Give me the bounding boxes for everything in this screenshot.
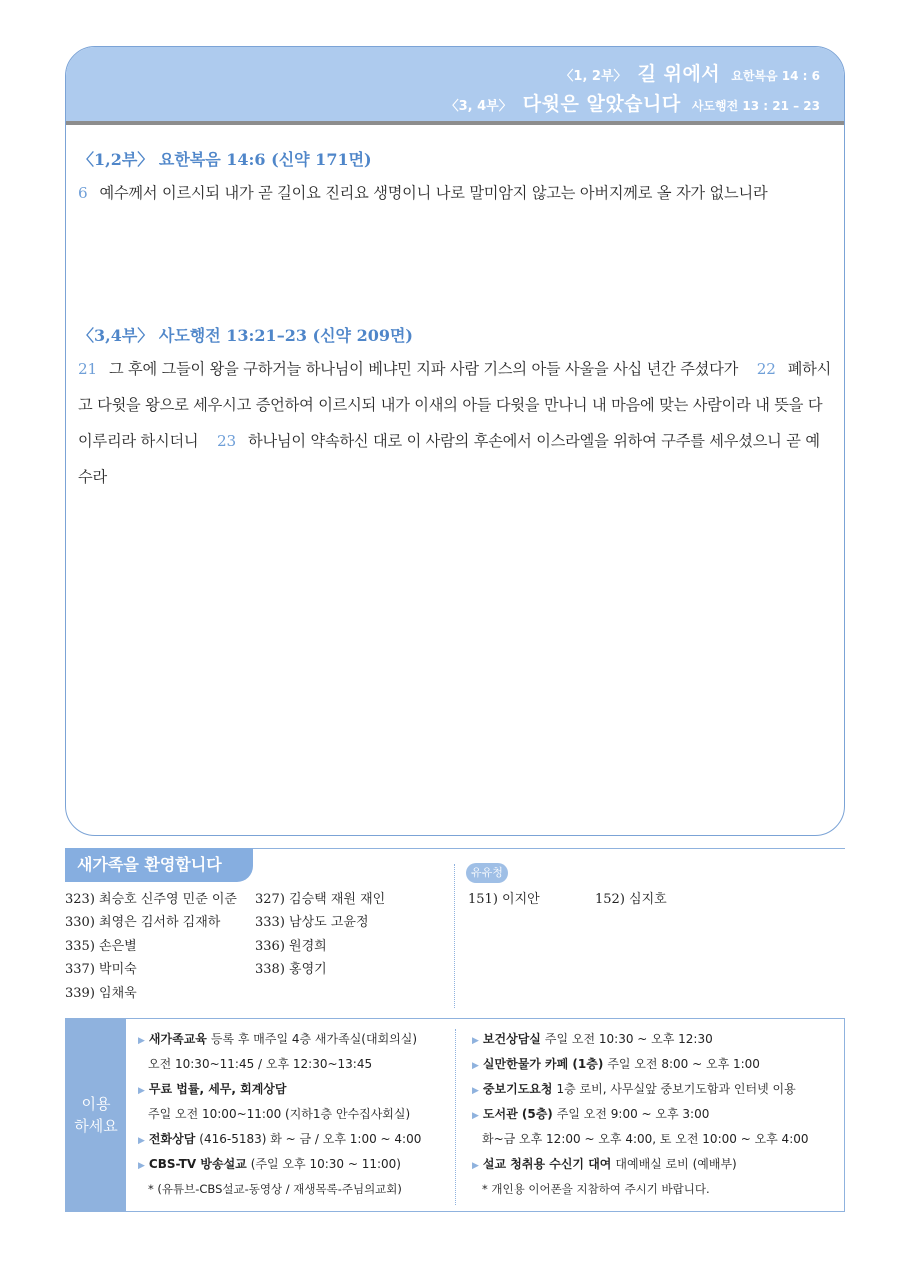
list-item <box>65 958 445 981</box>
list-item <box>65 888 445 911</box>
member-entry: 330) 최영은 김서하 김재하 <box>65 915 221 931</box>
member-entry: 152) 심지호 <box>595 892 667 907</box>
info-detail: 화~금 오후 12:00 ~ 오후 4:00, 토 오전 10:00 ~ 오후 4:00 <box>482 1132 809 1146</box>
verse-number: 21 <box>78 360 97 378</box>
member-entry: 337) 박미숙 <box>65 962 137 978</box>
info-title: 무료 법률, 세무, 회계상담 <box>148 1082 287 1096</box>
triangle-bullet-icon: ▶ <box>138 1161 145 1171</box>
info-column-left <box>138 1027 468 1202</box>
youth-badge: 유유청 <box>466 863 508 883</box>
info-item <box>138 1027 468 1052</box>
info-title: 보건상담실 <box>482 1032 541 1046</box>
info-desc: 주일 오전 8:00 ~ 오후 1:00 <box>607 1057 760 1071</box>
scripture-passage <box>78 147 834 211</box>
verse-number: 22 <box>756 360 776 378</box>
welcome-title: 새가족을 환영합니다 <box>65 848 253 882</box>
verse-text: 그 후에 그들이 왕을 구하거늘 하나님이 베냐민 지파 사람 기스의 아들 사울을 사십 년간 주셨다가 <box>108 360 739 378</box>
info-title: 중보기도요청 <box>482 1082 553 1096</box>
info-title: 설교 청취용 수신기 대여 <box>482 1157 612 1171</box>
verse-text: 예수께서 이르시되 내가 곧 길이요 진리요 생명이니 나로 말미암지 않고는 아버지께로 올 자가 없느니라 <box>99 184 768 202</box>
scripture-reference: 요한복음 14 : 6 <box>731 69 820 83</box>
member-entry: 339) 임채욱 <box>65 985 137 1001</box>
verse-text: 폐하시고 다윗을 왕으로 세우시고 증언하여 이르시되 내가 이새의 아들 다윗을 만나니 내 마음에 맞는 사람이라 내 뜻을 다 이루리라 하시더니 <box>78 360 832 450</box>
info-label-line: 이용 <box>81 1095 111 1113</box>
info-desc: 대예배실 로비 (예배부) <box>615 1157 737 1171</box>
info-note: * 개인용 이어폰을 지참하여 주시기 바랍니다. <box>482 1182 710 1196</box>
passage-text <box>78 351 834 495</box>
sermon-title: 길 위에서 <box>637 63 721 85</box>
info-title: 새가족교육 <box>148 1032 207 1046</box>
info-item <box>138 1127 468 1152</box>
verse-number: 23 <box>217 432 236 450</box>
info-item <box>138 1077 468 1102</box>
info-desc: (416-5183) 화 ~ 금 / 오후 1:00 ~ 4:00 <box>199 1132 422 1146</box>
info-item <box>472 1152 832 1177</box>
info-box <box>65 1018 845 1212</box>
scripture-reference: 사도행전 13 : 21 – 23 <box>691 99 820 113</box>
info-title: 전화상담 <box>148 1132 196 1146</box>
info-desc: 주일 오전 10:30 ~ 오후 12:30 <box>544 1032 713 1046</box>
scripture-passage <box>78 323 834 495</box>
info-item <box>138 1152 468 1177</box>
member-entry: 333) 남상도 고윤정 <box>255 915 369 931</box>
info-item <box>472 1077 832 1102</box>
info-title: 도서관 (5층) <box>482 1107 553 1121</box>
triangle-bullet-icon: ▶ <box>472 1036 479 1046</box>
sermon-title: 다윗은 알았습니다 <box>522 93 681 115</box>
passage-text <box>78 175 834 211</box>
info-note: * (유튜브-CBS설교-동영상 / 재생목록-주님의교회) <box>148 1182 402 1196</box>
passage-heading: 〈3,4부〉 사도행전 13:21–23 (신약 209면) <box>78 326 414 345</box>
info-column-right <box>472 1027 832 1202</box>
service-part: 〈1, 2부〉 <box>560 69 627 84</box>
info-item <box>472 1027 832 1052</box>
service-part: 〈3, 4부〉 <box>445 99 512 114</box>
info-title: 실만한물가 카페 (1층) <box>482 1057 604 1071</box>
info-desc: 주일 오전 9:00 ~ 오후 3:00 <box>556 1107 710 1121</box>
column-divider <box>454 864 455 1008</box>
member-entry: 323) 최승호 신주영 민준 이준 <box>65 892 237 907</box>
info-desc: (주일 오후 10:30 ~ 11:00) <box>250 1157 401 1171</box>
info-item <box>472 1102 832 1127</box>
new-members-list <box>65 888 445 1005</box>
triangle-bullet-icon: ▶ <box>138 1086 145 1096</box>
triangle-bullet-icon: ▶ <box>472 1161 479 1171</box>
info-label-line: 하세요 <box>74 1117 118 1135</box>
sermon-header <box>66 47 844 125</box>
member-entry: 336) 원경희 <box>255 938 327 954</box>
info-detail: 오전 10:30~11:45 / 오후 12:30~13:45 <box>148 1057 373 1071</box>
info-desc: 등록 후 매주일 4층 새가족실(대회의실) <box>210 1032 418 1046</box>
info-desc: 1층 로비, 사무실앞 중보기도함과 인터넷 이용 <box>556 1082 796 1096</box>
youth-members-list <box>468 888 722 911</box>
triangle-bullet-icon: ▶ <box>472 1111 479 1121</box>
passage-heading: 〈1,2부〉 요한복음 14:6 (신약 171면) <box>78 150 372 169</box>
triangle-bullet-icon: ▶ <box>138 1036 145 1046</box>
sermon-card <box>65 46 845 836</box>
info-item <box>472 1052 832 1077</box>
member-entry: 327) 김승택 재원 재인 <box>255 892 386 907</box>
sermon-header-line-2 <box>66 89 820 119</box>
verse-text: 하나님이 약속하신 대로 이 사람의 후손에서 이스라엘을 위하여 구주를 세우셨으니 곧 예수라 <box>78 432 820 486</box>
info-detail: 주일 오전 10:00~11:00 (지하1층 안수집사회실) <box>148 1107 411 1121</box>
info-title: CBS-TV 방송설교 <box>148 1157 247 1171</box>
info-label <box>66 1019 126 1211</box>
list-item <box>65 911 445 934</box>
triangle-bullet-icon: ▶ <box>472 1086 479 1096</box>
triangle-bullet-icon: ▶ <box>472 1061 479 1071</box>
sermon-header-line-1 <box>66 59 820 89</box>
member-entry: 151) 이지안 <box>468 892 540 907</box>
member-entry: 335) 손은별 <box>65 938 137 954</box>
list-item <box>65 935 445 958</box>
column-divider <box>455 1029 456 1205</box>
triangle-bullet-icon: ▶ <box>138 1136 145 1146</box>
verse-number: 6 <box>78 184 88 202</box>
member-entry: 338) 홍영기 <box>255 962 327 978</box>
list-item <box>65 982 445 1005</box>
